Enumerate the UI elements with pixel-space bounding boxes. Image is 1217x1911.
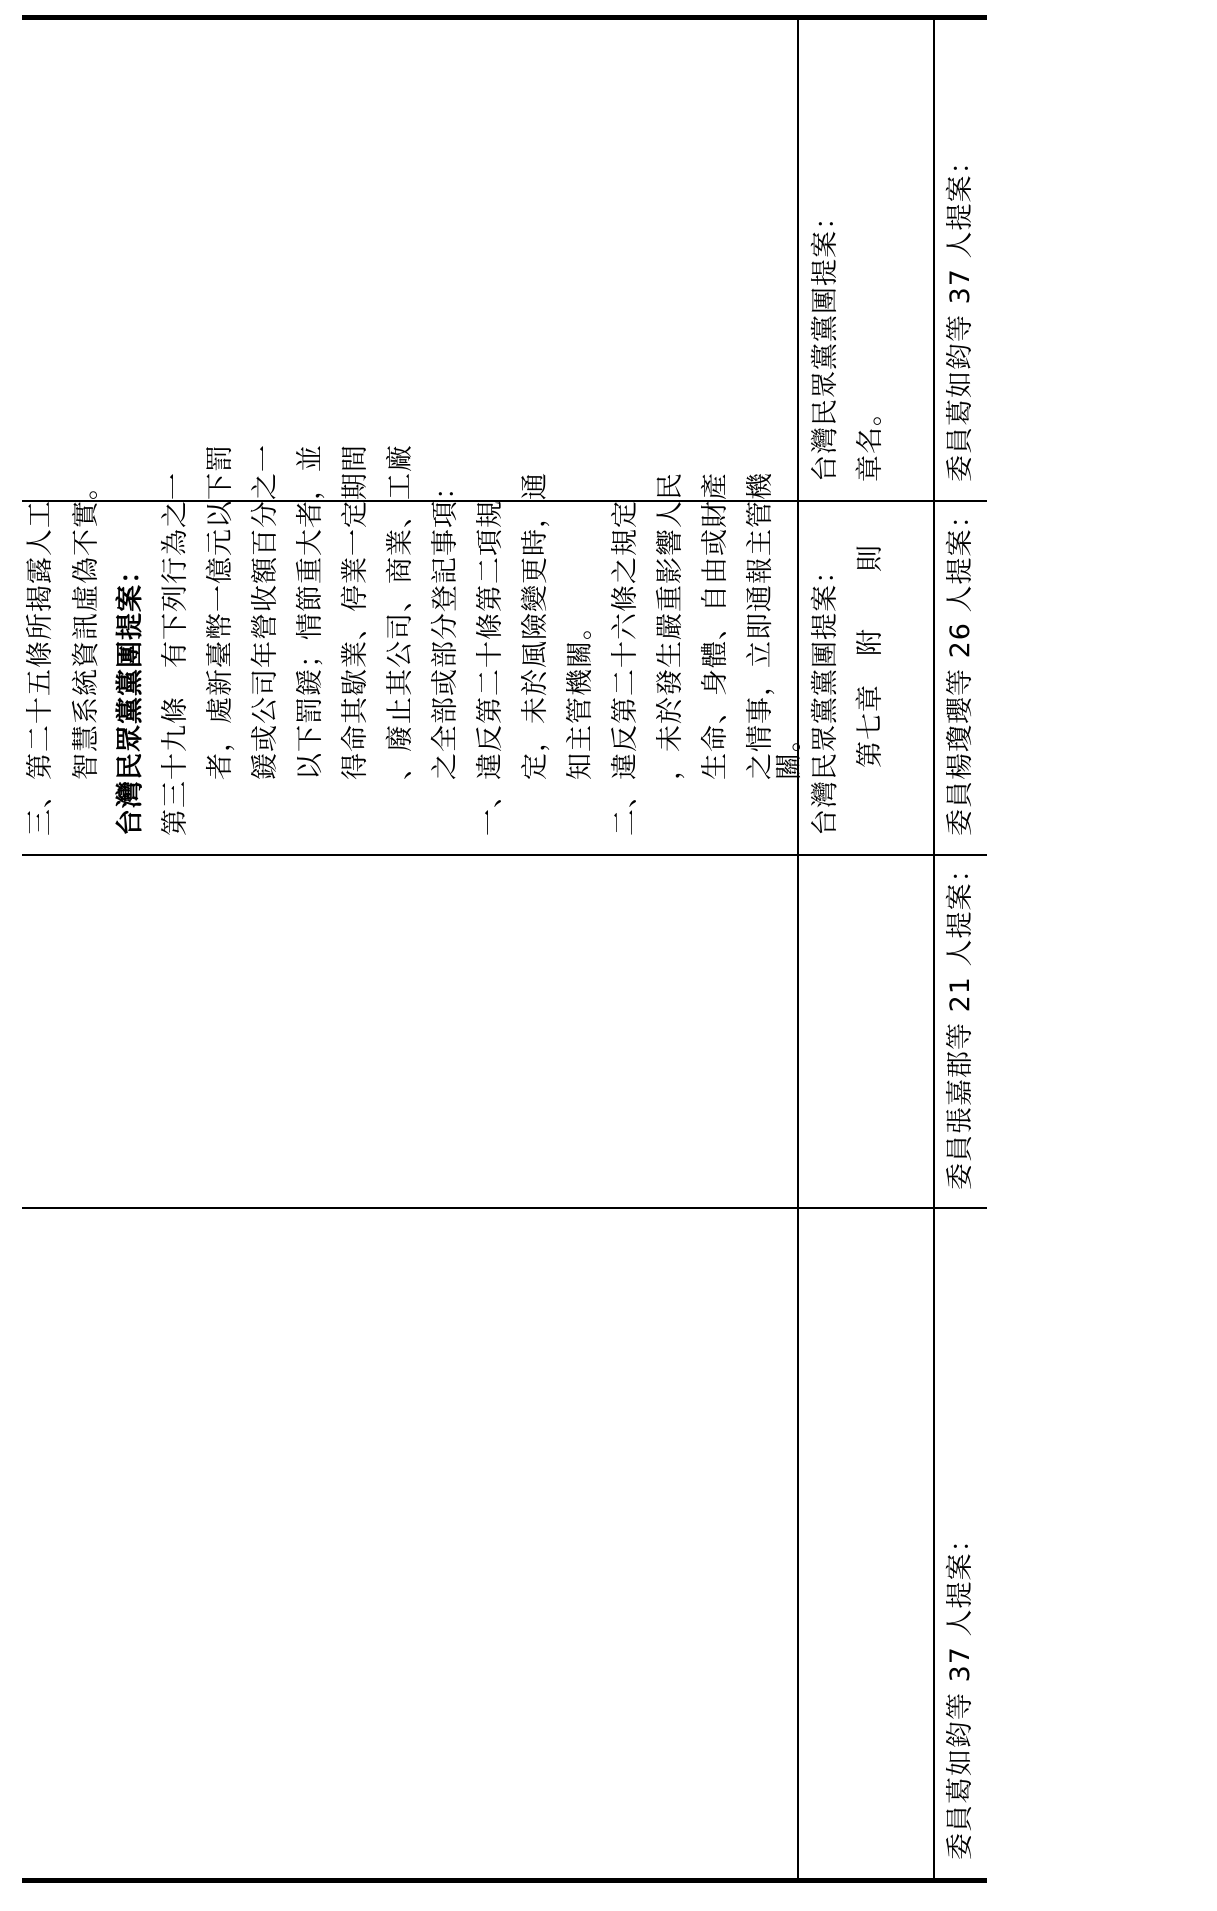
body-line-16: 生命、身體、自由或財產 bbox=[700, 472, 731, 836]
body-line-2: 智慧系統資訊虛偽不實。 bbox=[71, 472, 102, 836]
body-caucus-heading: 台灣民眾黨黨團提案： bbox=[115, 556, 146, 836]
proposer-label-3: 委員楊瓊瓔等 26 人提案： bbox=[945, 500, 976, 836]
table-top-border bbox=[22, 15, 987, 20]
body-line-18: 關。 bbox=[774, 724, 805, 836]
body-line-14: 二、違反第二十六條之規定 bbox=[610, 500, 641, 836]
body-line-6: 鍰或公司年營收額百分之一 bbox=[250, 444, 281, 836]
proposer-label-4: 委員葛如鈞等 37 人提案： bbox=[945, 146, 976, 482]
body-line-9: 、廢止其公司、商業、工廠 bbox=[385, 444, 416, 836]
body-line-12: 定，未於風險變更時，通 bbox=[520, 472, 551, 836]
proposer-label-2: 委員張嘉郡等 21 人提案： bbox=[945, 854, 976, 1190]
proposer-label-1: 委員葛如鈞等 37 人提案： bbox=[945, 1524, 976, 1860]
chapter-name-note: 章名。 bbox=[855, 398, 886, 482]
body-line-15: ，未於發生嚴重影響人民 bbox=[655, 472, 686, 836]
body-line-8: 得命其歇業、停業一定期間 bbox=[340, 444, 371, 836]
body-line-17: 之情事，立即通報主管機 bbox=[745, 472, 776, 836]
column-divider-2 bbox=[22, 854, 987, 856]
body-line-1: 三、第二十五條所揭露人工 bbox=[25, 500, 56, 836]
body-line-13: 知主管機關。 bbox=[565, 612, 596, 836]
body-line-7: 以下罰鍰；情節重大者，並 bbox=[295, 444, 326, 836]
caucus-heading-4: 台灣民眾黨黨團提案： bbox=[810, 202, 841, 482]
body-line-10: 之全部或部分登記事項： bbox=[430, 472, 461, 836]
row-divider-1 bbox=[797, 15, 799, 1881]
body-line-4: 第三十九條 有下列行為之一 bbox=[160, 472, 191, 836]
body-line-5: 者，處新臺幣一億元以下罰 bbox=[205, 444, 236, 836]
caucus-heading-3: 台灣民眾黨黨團提案： bbox=[810, 556, 841, 836]
chapter-title: 第七章 附 則 bbox=[855, 544, 886, 768]
row-divider-2 bbox=[933, 15, 935, 1881]
column-divider-1 bbox=[22, 1207, 987, 1209]
table-bottom-border bbox=[22, 1878, 987, 1883]
body-line-11: 一、違反第二十條第二項規 bbox=[475, 500, 506, 836]
